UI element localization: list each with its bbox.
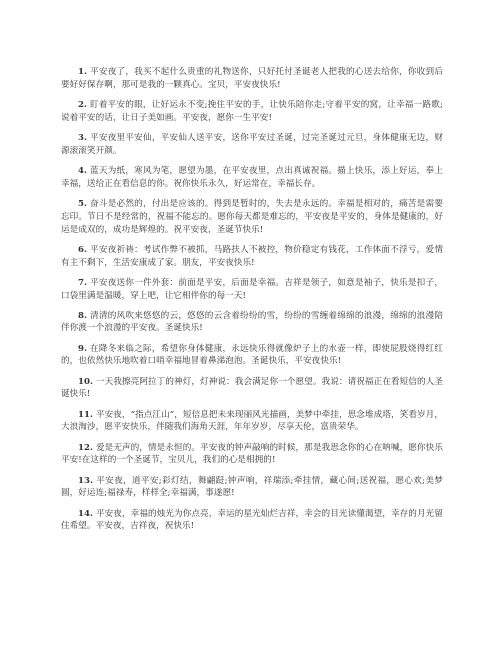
paragraph-number: 11. bbox=[78, 409, 94, 420]
paragraph-1 bbox=[61, 66, 443, 92]
paragraph-9 bbox=[61, 343, 443, 369]
paragraph-14 bbox=[61, 508, 443, 534]
paragraph-text: 平安夜祈祷：考试作弊不被抓，马路扶人不被控，物价稳定有钱花，工作体面不浮亏，爱情有主不剩下，生活安康成了家。朋友，平安夜快乐! bbox=[61, 244, 443, 268]
paragraph-number: 5. bbox=[78, 198, 88, 209]
paragraph-text: 平安夜里平安仙，平安仙人送平安，送你平安过圣诞，过完圣诞过元旦，身体健康无边，财源滚滚笑开颜。 bbox=[61, 132, 443, 156]
paragraph-7 bbox=[61, 277, 443, 303]
paragraph-number: 14. bbox=[78, 508, 94, 519]
paragraph-5 bbox=[61, 198, 443, 236]
paragraph-number: 1. bbox=[78, 67, 88, 77]
paragraph-4 bbox=[61, 165, 443, 191]
paragraph-3 bbox=[61, 132, 443, 158]
paragraph-11 bbox=[61, 409, 443, 435]
paragraph-number: 8. bbox=[78, 310, 88, 321]
paragraph-text: 在降冬来临之际，希望你身体健康，永远快乐得就像炉子上的水壶一样，即使屁股烧得红红的，也依然快乐地吹着口哨幸福地冒着鼻涕泡泡。圣诞快乐，平安夜快乐! bbox=[61, 343, 443, 367]
paragraph-number: 7. bbox=[78, 277, 88, 288]
paragraph-number: 9. bbox=[78, 343, 88, 354]
paragraph-number: 2. bbox=[78, 99, 88, 110]
paragraph-12 bbox=[61, 442, 443, 468]
paragraph-text: 蓝天为纸，寒风为笔，愿望为墨，在平安夜里，点出真诚祝福。描上快乐，添上好运，奉上幸福，送给正在看信息的你。祝你快乐永久，好运常在，幸福长存。 bbox=[61, 165, 443, 189]
paragraph-13 bbox=[61, 475, 443, 501]
paragraph-text: 盯着平安的眼，让好运永不变;挽住平安的手，让快乐陪你走;守着平安的窝，让幸福一路歌;说着平安的话，让日子美如画。平安夜，愿你一生平安! bbox=[61, 99, 443, 123]
paragraph-number: 6. bbox=[78, 244, 88, 255]
paragraph-10 bbox=[61, 376, 443, 402]
paragraph-text: 一天我擦亮阿拉丁的神灯，灯神说：我会满足你一个愿望。我说：请祝福正在看短信的人圣诞快乐! bbox=[61, 376, 443, 400]
document-body bbox=[61, 66, 443, 541]
paragraph-2 bbox=[61, 99, 443, 125]
paragraph-number: 4. bbox=[78, 165, 88, 176]
paragraph-text: 平安夜，道平安;彩灯结，舞翩跹;钟声响，祥瑞添;牵挂情，藏心间;送祝福，愿心欢;美梦圆，好运连;福禄寿，样样全;幸福满，事遂愿! bbox=[61, 475, 443, 499]
paragraph-text: 奋斗是必然的，付出是应该的。得到是暂时的，失去是永远的。幸福是相对的，痛苦是需要忘印。节日不是经常的，祝福不能忘的。愿你每天都是难忘的，平安夜是平安的，身体是健康的，好运是成双的，成功是辉煌的。祝平安夜，圣诞节快乐! bbox=[61, 198, 443, 235]
paragraph-text: 平安夜送你一件外套：前面是平安，后面是幸福。吉祥是领子，如意是袖子，快乐是扣子，口袋里满是温暖，穿上吧，让它相伴你的每一天! bbox=[61, 277, 443, 301]
paragraph-number: 10. bbox=[78, 376, 94, 387]
paragraph-text: 爱是无声的，情是永恒的。平安夜的钟声敲响的时候，那是我思念你的心在呐喊，愿你快乐平安!在这样的一个圣诞节，宝贝儿，我们的心是相拥的! bbox=[61, 442, 443, 466]
paragraph-number: 13. bbox=[78, 475, 94, 486]
paragraph-number: 3. bbox=[78, 132, 88, 143]
paragraph-6 bbox=[61, 244, 443, 270]
paragraph-text: 清清的风吹来悠悠的云，悠悠的云含着纷纷的雪，纷纷的雪缠着绵绵的浪漫，绵绵的浪漫陪伴你渡一个浪漫的平安夜。圣诞快乐! bbox=[61, 310, 443, 334]
paragraph-number: 12. bbox=[78, 442, 94, 453]
paragraph-8 bbox=[61, 310, 443, 336]
paragraph-text: 平安夜，幸福的烛光为你点亮，幸运的星光灿烂吉祥，幸会的目光读懂渴望，幸存的月光留住希望。平安夜，吉祥夜，祝快乐! bbox=[61, 508, 443, 532]
paragraph-text: 平安夜，“指点江山”，短信息把未来现丽风光描画，美梦中牵挂，思念堆成塔，笑看岁月，大浪淘沙，愿平安快乐，伴随我们海角天涯，年年岁岁，尽享天伦，富贵荣华。 bbox=[61, 409, 443, 433]
paragraph-text: 平安夜了，我买不起什么贵重的礼物送你，只好托付圣诞老人把我的心送去给你，你收到后要好好保存啊，那可是我的一颗真心。宝贝，平安夜快乐! bbox=[61, 67, 443, 90]
